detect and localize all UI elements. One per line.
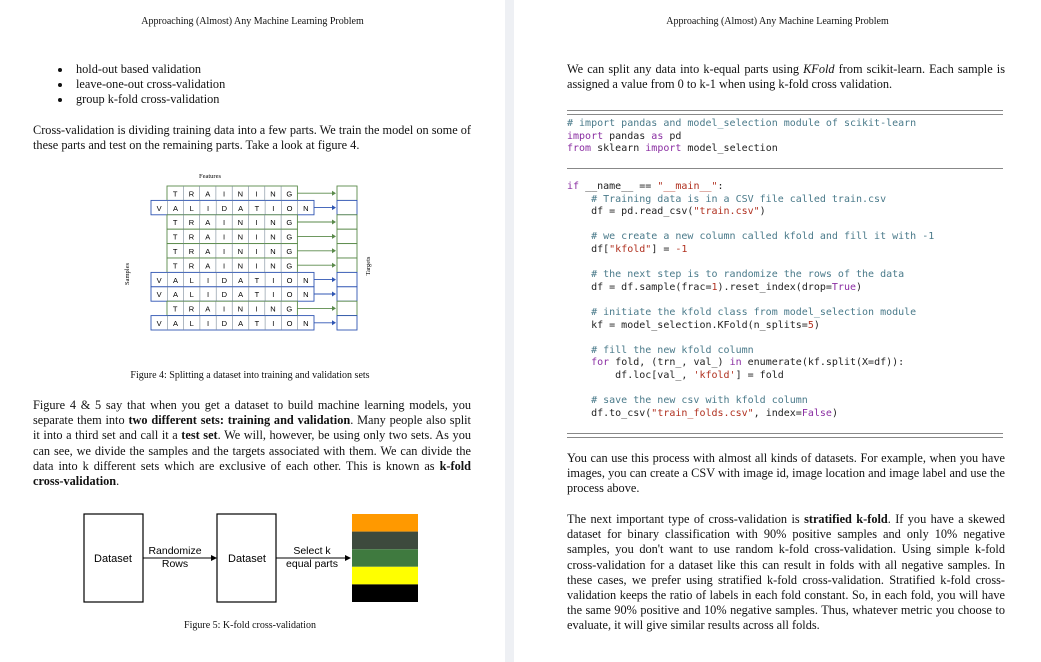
target-cell — [337, 244, 357, 258]
code-number: -1 — [675, 243, 688, 255]
code-text: df = df.sample(frac= — [567, 281, 712, 293]
validation-row — [151, 316, 357, 330]
right-page — [514, 0, 1041, 662]
feature-cell-letter: N — [237, 261, 244, 271]
feature-cell-letter: A — [205, 247, 211, 256]
text-span: We can split any data into k-equal parts using — [567, 62, 804, 76]
page-header-left: Approaching (Almost) Any Machine Learning Problem — [141, 16, 364, 27]
bold-text: two different sets: training and validation — [128, 413, 351, 428]
target-cell — [337, 301, 357, 315]
feature-cell-letter: I — [207, 319, 210, 328]
feature-cell-letter: T — [172, 218, 178, 228]
validation-row — [151, 287, 357, 301]
feature-cell-letter: I — [255, 189, 258, 199]
code-keyword: False — [801, 407, 832, 419]
paragraph-two-sets — [33, 398, 471, 489]
feature-cell-letter: I — [255, 304, 258, 314]
dataset-box-2-label: Dataset — [228, 553, 266, 565]
bold-text: stratified k-fold — [804, 512, 888, 526]
feature-cell-letter: I — [255, 261, 258, 271]
feature-cell-letter: T — [172, 247, 178, 256]
code-text: model_selection — [681, 143, 778, 155]
code-text: pd — [663, 130, 682, 142]
code-text: pandas — [603, 130, 652, 142]
features-label: Features — [198, 173, 222, 180]
list-item: leave-one-out cross-validation — [58, 77, 225, 92]
validation-row — [151, 200, 357, 214]
code-text: ) — [856, 281, 863, 293]
code-comment: # save the new csv with kfold column — [567, 395, 808, 407]
target-cell — [337, 186, 357, 200]
code-string: "train.csv" — [693, 206, 760, 218]
feature-cell-letter: G — [286, 304, 293, 314]
samples-label: Samples — [124, 262, 131, 286]
feature-cell-letter: I — [272, 203, 275, 213]
training-row — [167, 186, 357, 200]
text-span: . If you have a skewed dataset for binary classification with 90% positive samples and only 10% negative samples, you don't want to use random k-fold cross-validation. Using simple k-fold cross-validation for a dataset like this can result in folds with all negative samples. In these cases, we prefer using stratified k-fold cross-validation. Stratified k-fold cross-validation keeps the ratio of labels in each fold constant. So, in each fold, you will have the same 90% positive and 10% negative samples. Thus, whatever metric you choose to evaluate, it will give similar results across all folds. — [567, 512, 1005, 633]
feature-cell-letter: R — [188, 232, 195, 242]
feature-cell-letter: I — [223, 189, 226, 199]
feature-cell-letter: N — [270, 247, 276, 256]
code-string: "__main__" — [657, 181, 718, 192]
figure-5 — [80, 508, 425, 608]
feature-cell-letter: V — [156, 319, 162, 328]
code-text: ] = — [651, 243, 676, 255]
feature-cell-letter: A — [205, 218, 211, 228]
code-comment: # Training data is in a CSV file called train.csv — [567, 193, 887, 205]
feature-cell-letter: A — [205, 304, 211, 314]
feature-cell-letter: I — [272, 319, 275, 328]
code-divider — [567, 168, 1003, 169]
feature-cell-letter: T — [254, 275, 260, 285]
feature-cell-letter: G — [286, 189, 293, 199]
code-keyword: if — [567, 181, 580, 192]
feature-cell-letter: L — [189, 290, 194, 300]
feature-cell-letter: A — [205, 189, 211, 199]
fold-block — [352, 514, 418, 532]
code-number: 1 — [711, 281, 718, 293]
code-keyword: import — [567, 130, 604, 142]
code-comment: # fill the new kfold column — [567, 344, 754, 356]
training-row — [167, 258, 357, 272]
rows-label: Rows — [161, 558, 189, 570]
text-span: . Many people also split it into a third set and call it a — [33, 413, 471, 443]
feature-cell-letter: V — [156, 290, 162, 300]
feature-cell-letter: I — [223, 247, 226, 256]
feature-cell-letter: I — [223, 261, 226, 271]
code-keyword: import — [645, 143, 682, 155]
list-item: hold-out based validation — [58, 62, 225, 77]
code-text: df[ — [567, 243, 610, 255]
feature-cell-letter: I — [207, 275, 210, 285]
validation-row — [151, 272, 357, 286]
feature-cell-letter: I — [255, 232, 258, 242]
fold-block — [352, 532, 418, 550]
fold-block — [352, 549, 418, 567]
feature-cell-letter: G — [286, 261, 293, 271]
feature-cell-letter: N — [237, 218, 244, 228]
code-keyword: from — [567, 143, 592, 155]
select-k-label: Select k — [293, 545, 331, 557]
bold-text: k-fold cross-validation — [33, 458, 471, 489]
feature-cell-letter: A — [238, 290, 244, 300]
code-text: sklearn — [591, 143, 646, 155]
figure-5-caption: Figure 5: K-fold cross-validation — [184, 620, 316, 631]
code-text: df = pd.read_csv( — [567, 206, 694, 218]
feature-cell-letter: A — [172, 319, 178, 328]
training-row — [167, 229, 357, 243]
feature-cell-letter: R — [188, 304, 195, 314]
feature-cell-letter: T — [172, 261, 178, 271]
feature-cell-letter: N — [270, 304, 276, 314]
feature-cell-letter: I — [272, 275, 275, 285]
feature-cell-letter: I — [223, 304, 226, 314]
code-text: ] = fold — [735, 369, 784, 381]
paragraph-datasets: You can use this process with almost all kinds of datasets. For example, when you have images, you can create a CSV with image id, image location and image label and use the process above. — [567, 451, 1005, 496]
training-row — [167, 244, 357, 258]
feature-cell-letter: N — [237, 247, 244, 256]
validation-list — [58, 62, 225, 108]
feature-cell-letter: N — [270, 232, 276, 242]
feature-cell-letter: N — [270, 261, 276, 271]
paragraph-stratified — [567, 512, 1005, 634]
code-top-rule — [567, 110, 1003, 115]
feature-cell-letter: I — [223, 218, 226, 228]
code-text: kf = model_selection.KFold(n_splits= — [567, 319, 808, 331]
code-string: "kfold" — [609, 243, 652, 255]
feature-cell-letter: L — [189, 319, 194, 328]
text-span: from scikit-learn. Each sample is assigned a value from 0 to k-1 when using k-fold cross validation. — [567, 62, 1005, 92]
feature-cell-letter: I — [207, 203, 210, 213]
feature-cell-letter: N — [270, 189, 276, 199]
feature-cell-letter: T — [254, 290, 260, 300]
code-keyword: True — [831, 281, 857, 293]
feature-cell-letter: A — [205, 261, 211, 271]
feature-cell-letter: N — [237, 189, 244, 199]
fold-block — [352, 584, 418, 602]
feature-cell-letter: A — [172, 203, 178, 213]
training-row — [167, 215, 357, 229]
code-block-imports — [567, 118, 916, 156]
code-text: ).reset_index(drop= — [717, 281, 832, 293]
code-text: __name__ == — [579, 181, 658, 192]
code-comment: # import pandas and model_selection module of scikit-learn — [567, 118, 917, 129]
feature-cell-letter: N — [303, 319, 309, 328]
code-string: "train_folds.csv" — [651, 407, 754, 419]
list-item: group k-fold cross-validation — [58, 92, 225, 107]
dataset-box-1-label: Dataset — [94, 553, 132, 565]
target-cell — [337, 272, 357, 286]
equal-parts-label: equal parts — [286, 558, 338, 570]
target-cell — [337, 287, 357, 301]
code-comment: # initiate the kfold class from model_selection module — [567, 306, 917, 318]
fold-stack — [352, 514, 418, 602]
feature-cell-letter: I — [223, 232, 226, 242]
feature-cell-letter: T — [172, 189, 178, 199]
feature-cell-letter: O — [286, 319, 293, 328]
feature-cell-letter: N — [237, 232, 244, 242]
feature-cell-letter: R — [188, 189, 195, 199]
target-cell — [337, 215, 357, 229]
code-text: df.loc[val_, — [567, 369, 694, 381]
code-keyword: in — [729, 357, 742, 369]
feature-cell-letter: D — [221, 319, 228, 328]
feature-cell-letter: A — [238, 319, 244, 328]
targets-label: Targets — [365, 256, 372, 276]
feature-cell-letter: I — [272, 290, 275, 300]
feature-cell-letter: D — [221, 203, 228, 213]
text-span: The next important type of cross-validation is — [567, 512, 805, 526]
feature-cell-letter: V — [156, 275, 162, 285]
target-cell — [337, 316, 357, 330]
text-span: . — [116, 474, 120, 489]
code-keyword: for — [591, 357, 610, 369]
code-bottom-rule — [567, 433, 1003, 438]
code-block-main — [567, 181, 934, 420]
target-cell — [337, 258, 357, 272]
feature-cell-letter: R — [188, 247, 195, 256]
code-comment: # we create a new column called kfold and fill it with -1 — [567, 231, 935, 243]
feature-cell-letter: O — [286, 290, 293, 300]
feature-cell-letter: G — [286, 218, 293, 228]
code-text: fold, (trn_, val_) — [609, 357, 730, 369]
text-span: . We will, however, be using only two sets. As you can see, we divide the samples and the targets associated with them. We can divide the data into k different sets which are exclusive of each other. This is known as — [33, 428, 471, 473]
feature-cell-letter: V — [156, 203, 162, 213]
code-text: ) — [759, 206, 766, 218]
training-row — [167, 301, 357, 315]
feature-cell-letter: N — [270, 218, 276, 228]
feature-cell-letter: N — [303, 275, 309, 285]
feature-cell-letter: A — [238, 203, 244, 213]
code-number: 5 — [807, 319, 814, 331]
text-span: Figure 4 & 5 say that when you get a dataset to build machine learning models, you separate them into — [33, 398, 471, 428]
code-string: 'kfold' — [693, 369, 736, 381]
feature-cell-letter: G — [286, 232, 293, 242]
feature-cell-letter: N — [237, 304, 244, 314]
feature-cell-letter: G — [286, 247, 293, 256]
left-page — [0, 0, 505, 662]
target-cell — [337, 229, 357, 243]
feature-cell-letter: T — [172, 304, 178, 314]
feature-cell-letter: T — [172, 232, 178, 242]
feature-cell-letter: R — [188, 218, 195, 228]
code-text: : — [717, 181, 724, 192]
page-header-right: Approaching (Almost) Any Machine Learning Problem — [666, 16, 889, 27]
fold-block — [352, 567, 418, 585]
target-cell — [337, 200, 357, 214]
feature-cell-letter: R — [188, 261, 195, 271]
feature-cell-letter: A — [205, 232, 211, 242]
feature-cell-letter: T — [254, 319, 260, 328]
feature-cell-letter: A — [172, 290, 178, 300]
paragraph-kfold-intro — [567, 62, 1005, 92]
figure-4 — [110, 170, 370, 370]
code-keyword: as — [651, 130, 664, 142]
feature-cell-letter: O — [286, 203, 293, 213]
feature-cell-letter: I — [207, 290, 210, 300]
randomize-label: Randomize — [148, 545, 202, 557]
feature-cell-letter: A — [172, 275, 178, 285]
feature-cell-letter: D — [221, 290, 228, 300]
figure-4-caption: Figure 4: Splitting a dataset into training and validation sets — [130, 370, 370, 381]
feature-cell-letter: A — [238, 275, 244, 285]
italic-text: KFold — [803, 62, 835, 76]
bold-text: test set — [181, 428, 218, 443]
feature-cell-letter: L — [189, 275, 194, 285]
feature-cell-letter: I — [255, 218, 258, 228]
feature-cell-letter: T — [254, 203, 260, 213]
code-text: , index= — [753, 407, 802, 419]
feature-cell-letter: O — [286, 275, 293, 285]
feature-cell-letter: I — [255, 247, 258, 256]
feature-cell-letter: N — [303, 290, 309, 300]
feature-cell-letter: L — [189, 203, 194, 213]
paragraph-cross-validation: Cross-validation is dividing training data into a few parts. We train the model on some of these parts and test on the remaining parts. Take a look at figure 4. — [33, 123, 471, 153]
code-text: df.to_csv( — [567, 407, 652, 419]
feature-cell-letter: D — [221, 275, 228, 285]
feature-cell-letter: N — [303, 203, 309, 213]
code-text: ) — [831, 407, 838, 419]
code-text: ) — [813, 319, 820, 331]
code-comment: # the next step is to randomize the rows of the data — [567, 269, 905, 281]
code-text: enumerate(kf.split(X=df)): — [741, 357, 905, 369]
